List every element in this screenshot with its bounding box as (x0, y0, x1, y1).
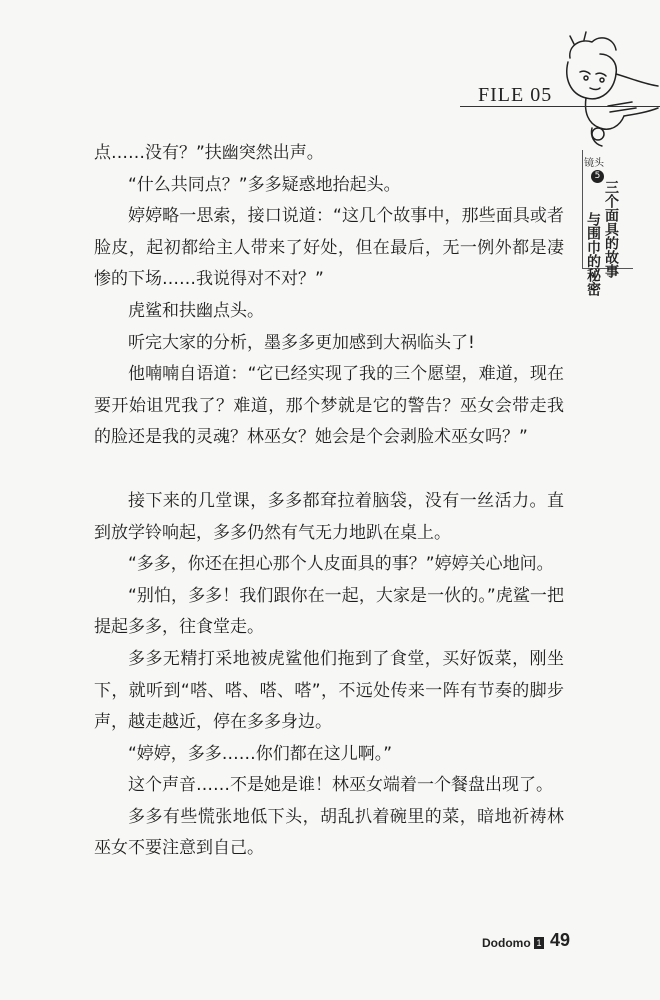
side-small-label: 镜头 (584, 158, 604, 169)
paragraph: 多多有些慌张地低下头，胡乱扒着碗里的菜，暗地祈祷林巫女不要注意到自己。 (94, 806, 564, 859)
paragraph: 点……没有？”扶幽突然出声。 (94, 143, 324, 163)
footer-brand-box: 1 (534, 937, 544, 949)
paragraph: 听完大家的分析，墨多多更加感到大祸临头了! (128, 332, 475, 353)
paragraph: 婷婷略一思索，接口说道：“这几个故事中，那些面具或者脸皮，起初都给主人带来了好处，但在最后，无一例外都是凄惨的下场……我说得对不对？” (94, 206, 564, 290)
page-number: 49 (550, 930, 571, 950)
paragraph: 虎鲨和扶幽点头。 (128, 300, 264, 321)
mascot-illustration (540, 28, 660, 148)
paragraph: “多多，你还在担心那个人皮面具的事？”婷婷关心地问。 (128, 554, 554, 575)
header-rule (460, 106, 660, 107)
paragraph: 多多无精打采地被虎鲨他们拖到了食堂，买好饭菜，刚坐下，就听到“嗒、嗒、嗒、嗒”，不远处传来一阵有节奏的脚步声，越走越近，停在多多身边。 (94, 648, 564, 733)
paragraph: 接下来的几堂课，多多都耷拉着脑袋，没有一丝活力。直到放学铃响起，多多仍然有气无力地趴在桌上。 (94, 490, 564, 543)
chapter-file-label: FILE 05 (478, 84, 553, 106)
chapter-title-column-2: 与围巾的秘密 (585, 212, 601, 296)
body-text (94, 138, 564, 865)
footer-brand: Dodomo (482, 936, 531, 950)
paragraph: “婷婷，多多……你们都在这儿啊。” (128, 743, 393, 764)
paragraph: “别怕，多多！我们跟你在一起，大家是一伙的。”虎鲨一把提起多多，往食堂走。 (94, 585, 564, 638)
chapter-title-column-1: 三个面具的故事 (603, 180, 619, 278)
paragraph: “什么共同点？”多多疑惑地抬起头。 (128, 174, 401, 195)
paragraph: 这个声音……不是她是谁！林巫女端着一个餐盘出现了。 (128, 775, 553, 796)
chapter-number-badge: 5 (591, 170, 604, 183)
section-break (94, 454, 564, 486)
paragraph: 他喃喃自语道：“它已经实现了我的三个愿望，难道，现在要开始诅咒我了？难道，那个梦就是它的警告？巫女会带走我的脸还是我的灵魂？林巫女？她会是个会剥脸术巫女吗？” (94, 364, 564, 448)
